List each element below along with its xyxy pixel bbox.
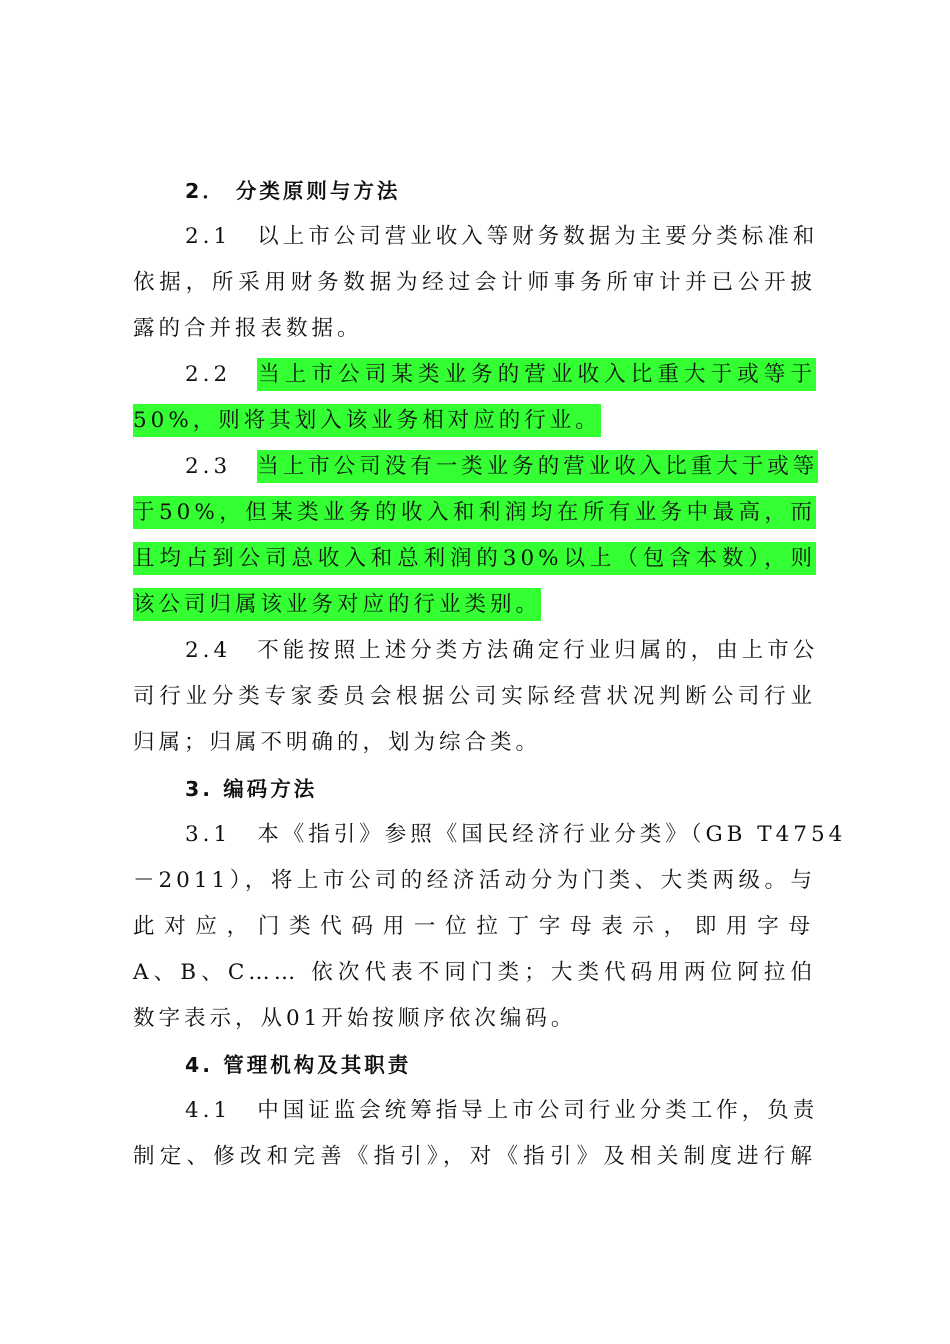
section-number: 4. [185,1053,214,1077]
highlighted-text: 于50%，但某类业务的收入和利润均在所有业务中最高，而 [133,496,816,529]
section-title: 管理机构及其职责 [223,1053,412,1077]
paragraph-3-1-line-1 [133,812,847,858]
paragraph-2-2-line-2 [133,398,816,444]
clause-number: 2.2 [185,362,232,387]
section-number: 2． [185,179,226,203]
document-body [133,168,847,1180]
paragraph-text: 以上市公司营业收入等财务数据为主要分类标准和 [257,224,819,249]
section-title: 编码方法 [223,777,318,801]
paragraph-text: A、B、C…… 依次代表不同门类；大类代码用两位阿拉伯 [133,960,816,985]
clause-number: 2.4 [185,638,232,663]
paragraph-text: 不能按照上述分类方法确定行业归属的，由上市公 [257,638,819,663]
paragraph-text: －2011），将上市公司的经济活动分为门类、大类两级。与 [133,868,816,893]
clause-number: 3.1 [185,822,232,847]
paragraph-text: 本《指引》参照《国民经济行业分类》（GB T4754 [257,822,847,847]
paragraph-3-1-line-5 [133,996,816,1042]
clause-number: 2.3 [185,454,232,479]
highlighted-text: 当上市公司某类业务的营业收入比重大于或等于 [257,358,816,391]
highlighted-text: 该公司归属该业务对应的行业类别。 [133,588,541,621]
paragraph-text: 制定、修改和完善《指引》，对《指引》及相关制度进行解 [133,1144,816,1169]
section-title: 分类原则与方法 [235,179,401,203]
paragraph-3-1-line-2 [133,858,816,904]
highlighted-text: 当上市公司没有一类业务的营业收入比重大于或等 [257,450,818,483]
section-heading-2 [133,168,816,214]
clause-number: 2.1 [185,224,232,249]
paragraph-text: 中国证监会统筹指导上市公司行业分类工作，负责 [257,1098,819,1123]
paragraph-2-1-line-3 [133,306,816,352]
section-heading-4 [133,1042,816,1088]
highlighted-text: 50%，则将其划入该业务相对应的行业。 [133,404,601,437]
highlighted-text: 且均占到公司总收入和总利润的30%以上（包含本数），则 [133,542,816,575]
paragraph-2-2-line-1 [133,352,816,398]
paragraph-2-1-line-1 [133,214,819,260]
section-number: 3. [185,777,214,801]
paragraph-3-1-line-3 [133,904,816,950]
paragraph-text: 露的合并报表数据。 [133,316,363,341]
paragraph-4-1-line-2 [133,1134,816,1180]
section-heading-3 [133,766,816,812]
paragraph-text: 归属；归属不明确的，划为综合类。 [133,730,542,755]
clause-number: 4.1 [185,1098,232,1123]
paragraph-3-1-line-4 [133,950,816,996]
paragraph-2-3-line-4 [133,582,816,628]
paragraph-text: 司行业分类专家委员会根据公司实际经营状况判断公司行业 [133,684,816,709]
paragraph-2-4-line-3 [133,720,816,766]
paragraph-text: 依据，所采用财务数据为经过会计师事务所审计并已公开披 [133,270,816,295]
paragraph-2-4-line-2 [133,674,816,720]
paragraph-2-3-line-3 [133,536,816,582]
paragraph-2-3-line-1 [133,444,819,490]
paragraph-4-1-line-1 [133,1088,819,1134]
paragraph-2-4-line-1 [133,628,819,674]
paragraph-text: 此对应，门类代码用一位拉丁字母表示，即用字母 [133,914,816,939]
paragraph-text: 数字表示，从01开始按顺序依次编码。 [133,1006,577,1031]
paragraph-2-1-line-2 [133,260,816,306]
paragraph-2-3-line-2 [133,490,816,536]
